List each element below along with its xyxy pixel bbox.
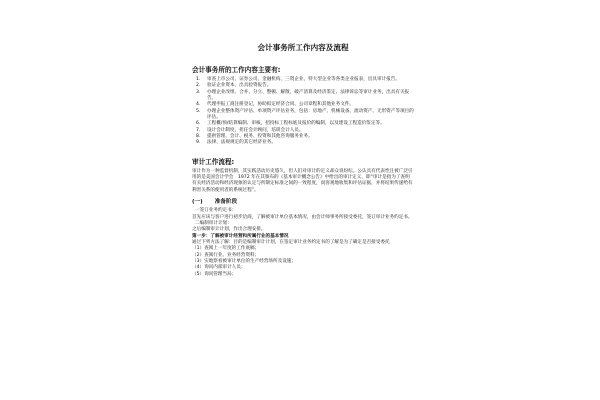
text-line: 一签订业务约定书： [195,208,237,214]
text-line: （2）查阅行业、业务经营资料； [192,252,260,258]
section-heading-work-content: 会计事务所的工作内容主要有: [192,66,281,74]
section-spacer [192,147,414,158]
item-text: 验证企业资本，出具验资报告。 [207,83,272,89]
list-item [192,109,414,122]
text-line: 首先应该与客户进行初步洽商，了解被审计单位基本情况，由会计师事务所接受委托，签订审计业务约定书。 [192,214,413,220]
section-heading-audit-process: 审计工作流程: [192,157,235,166]
text-line: （4）询问内部审计人员； [192,265,246,271]
text-line: （1）查阅上一年度的工作底稿； [192,246,260,252]
preparation-lines [192,208,414,278]
item-number: 5. [196,108,201,114]
item-number: 3. [196,89,201,95]
work-content-list [192,77,414,147]
text-line: 二编制审计计划： [195,220,232,226]
sub-heading-text: 准备阶段 [214,199,238,206]
text-line: （5）询问管理当局； [192,271,237,277]
document-page [192,38,414,400]
item-number: 8. [196,134,201,140]
item-number: 6. [196,121,201,127]
item-text: 设计会计制度，担任会计顾问，培训会计人员。 [207,127,304,133]
sub-heading-preparation [192,198,414,206]
item-text: 审查上市公司、证券公司、金融机构、三资企业、特大型企业等各类企业报表，出具审计报告。 [207,77,400,82]
list-item [192,90,414,103]
text-line: 通过下列方法了解：目的是编制审计计划，在签定审计业务约定书的了解是为了确定是否接受委托 [192,239,390,245]
item-text: 工程概/预/结算编制、审核，招投标工程标底及报价的编制，以及建设工程造价鉴定等。 [207,121,385,127]
step-heading: 第一步：了解被审计经营和所属行业的基本情况 [192,233,289,239]
item-text: 法律、法规规定的其它经济业务。 [207,140,276,146]
item-number: 4. [196,102,201,108]
item-number: 2. [196,83,201,89]
text-line: （3）实地察看被审计单位的生产经营场所及设施； [192,258,296,264]
list-item [192,140,414,146]
item-number: 1. [196,77,201,82]
item-text: 提供管理、会计、税务、投资和其他咨询服务业务。 [207,134,313,140]
item-text: 代理申报工商注册登记，协助拟定经济合同、公司章程和其他业务文件。 [207,102,355,108]
item-number: 7. [196,127,201,133]
document-title: 会计事务所工作内容及流程 [257,43,349,52]
item-number: 9. [196,140,201,146]
sub-heading-number: (一) [192,199,203,206]
item-text: 办理企业改组、合并、分立、整顿、解散、破产清算及经济鉴定、法律诉讼等审计业务，出具有关报告。 [207,89,410,102]
item-text: 办理企业整体资产评估、单项资产评估业务，包括：房地产、机械设备、流动资产、无形资产等项目的评估。 [207,108,414,121]
text-line: 之后编制审计计划，作出合理安排。 [192,227,266,233]
audit-intro-paragraph: 审计作为一种监督机制，其实践活动历史悠久，但人们对审计的定义却众说纷纭。公认具有代表性且被广泛引用的是美国会计学会 1972 年在其颁布的《基本审计概念公告》中给出的审计定义，即“审计是指为了查明有关经济活动和经济现象的认定与所制定标准之间的一致程度，而客观地收集和评估证据，并将结果传递给有利害关系的使用者的系统过程”。 [192,168,413,193]
